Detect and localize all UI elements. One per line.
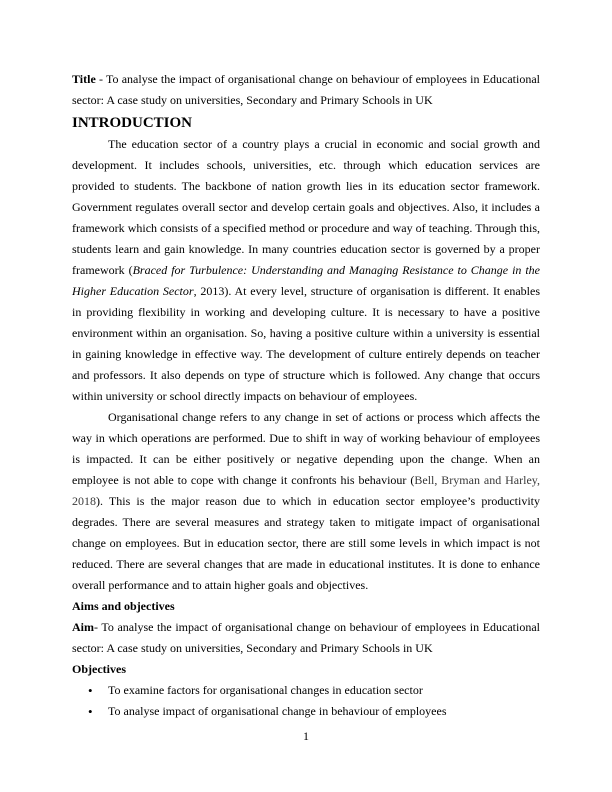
introduction-heading: INTRODUCTION [72, 115, 193, 131]
intro-paragraph-2 [72, 407, 540, 596]
title-text: To analyse the impact of organisational change on behaviour of employees in Educational sector: A case study on universities, Secondary and Primary Schools in UK [72, 72, 541, 107]
aim-text: To analyse the impact of organisational change on behaviour of employees in Educational sector: A case study on universities, Secondary and Primary Schools in UK [72, 620, 541, 655]
aim-separator: - [94, 620, 102, 634]
intro-p2-text-b: ). This is the major reason due to which in education sector employee’s productivity degrades. There are several measures and strategy taken to mitigate impact of organisational change on employees. But in education sector, there are still some levels in which impact is not reduced. There are several changes that are made in educational institutes. It is done to enhance overall performance and to attain higher goals and objectives. [72, 494, 540, 592]
title-line [72, 69, 540, 111]
aim-line [72, 617, 540, 659]
intro-p2-citation: Bell, Bryman and Harley, 2018 [72, 473, 540, 508]
aims-heading: Aims and objectives [72, 599, 175, 613]
intro-p1-citation-year: , 2013 [193, 284, 225, 298]
page-content [72, 69, 540, 722]
aim-label: Aim [72, 620, 94, 634]
page-number: 1 [303, 729, 309, 743]
objectives-heading: Objectives [72, 662, 126, 676]
intro-paragraph-1 [72, 134, 540, 407]
objective-item: • To examine factors for organisational changes in education sector [72, 680, 540, 701]
title-label: Title [72, 72, 96, 86]
title-separator: - [95, 72, 106, 86]
intro-p1-citation-title: Braced for Turbulence: Understanding and Managing Resistance to Change in the Higher Education Sector [72, 263, 541, 298]
intro-p1-text-b: ). At every level, structure of organisation is different. It enables in providing flexibility in working and developing culture. It is necessary to have a positive environment within an organisation. So, having a positive culture within a university is essential in gaining knowledge in effective way. The development of culture entirely depends on teacher and professors. It also depends on type of structure which is followed. Any change that occurs within university or school directly impacts on behaviour of employees. [72, 284, 541, 403]
objectives-list [72, 680, 540, 722]
objective-item: • To analyse impact of organisational change in behaviour of employees [72, 701, 540, 722]
intro-p2-text-a: Organisational change refers to any change in set of actions or process which affects the way in which operations are performed. Due to shift in way of working behaviour of employees is impacted. It can be either positively or negative depending upon the change. When an employee is not able to cope with change it confronts his behaviour ( [72, 410, 540, 487]
intro-p1-text-a: The education sector of a country plays a crucial in economic and social growth and development. It includes schools, universities, etc. through which education services are provided to students. The backbone of nation growth lies in its education sector framework. Government regulates overall sector and develop certain goals and objectives. Also, it includes a framework which consists of a specified method or procedure and way of teaching. Through this, students learn and gain knowledge. In many countries education sector is governed by a proper framework ( [72, 137, 540, 277]
